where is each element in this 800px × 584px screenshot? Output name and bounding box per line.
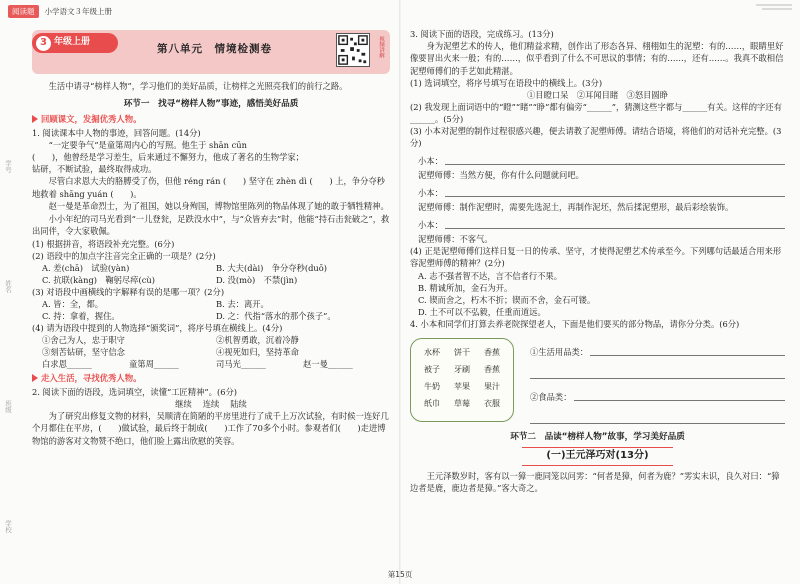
category-row[interactable]: ①生活用品类：	[530, 342, 785, 358]
reading-tag: 阅读题	[8, 5, 39, 18]
q1-sub4: (4) 请为语段中提到的人物选择“颁奖词”，将序号填在横线上。(4分)	[32, 322, 283, 333]
margin-class: 班级	[4, 400, 12, 413]
name-blank[interactable]: 赵一曼______	[303, 358, 353, 369]
q1-sub2-options	[32, 262, 390, 286]
q3-sub3: (3) 小本对泥塑的制作过程很感兴趣，便去请教了泥塑师傅。请结合语境，将他们的对话补充完整。(3分)	[410, 126, 782, 149]
page-number: 第15页	[387, 570, 413, 579]
items-scroll-frame	[410, 338, 514, 422]
option-b[interactable]: B. 去：离开。	[216, 298, 269, 309]
dialog-line: 泥塑师傅：不客气。	[418, 234, 493, 245]
category-lines	[514, 334, 785, 426]
question-1-heading: 1. 阅读课本中人物的事迹，回答问题。(14分)	[32, 127, 201, 138]
q3-sub1: (1) 选词填空，将序号填写在语段中的横线上。(3分)	[410, 78, 603, 89]
dialog-line-blank[interactable]: 小本：	[418, 151, 785, 167]
option-c[interactable]: C. 持：拿着，握住。	[42, 310, 120, 321]
story-text: 王元泽数岁时，客有以一獐一鹿同笼以问雱：“何者是獐，何者为鹿？”雱实未识，良久对曰：“獐边者是鹿，鹿边者是獐。”客大奇之。	[410, 470, 780, 493]
name-blank[interactable]: 司马光______	[216, 358, 266, 369]
section-two-title: 环节二 品读“榜样人物”故事，学习美好品质	[510, 431, 685, 442]
q1-name-blanks	[32, 358, 390, 370]
q1-passage-line: 赵一曼是革命烈士，为了祖国，她以身殉国，博物馆里陈列的物品体现了她的敢于牺牲精神。	[48, 201, 389, 212]
subsection-one-heading: 回顾课文，发掘优秀人物。	[32, 113, 390, 125]
word-option: 陆续	[230, 398, 247, 409]
word-option: 继续	[175, 398, 192, 409]
q3-dialog	[410, 151, 785, 245]
award-phrase: ③刻苦钻研，坚守信念	[42, 346, 125, 357]
dialog-line-blank[interactable]: 小本：	[418, 215, 785, 231]
triangle-icon	[32, 115, 38, 123]
q4-items-area	[410, 334, 785, 426]
category-row[interactable]: ②食品类：	[530, 387, 785, 403]
decoration-lines-icon	[754, 2, 794, 14]
dialog-line: 泥塑师傅：制作泥塑时，需要先选泥土，再制作泥坯，然后揉泥塑形，最后彩绘装饰。	[418, 202, 734, 213]
story-title: (一)王元泽巧对(13分)	[410, 447, 785, 466]
item: 饼干	[454, 347, 470, 357]
q3-sub2: (2) 我发现上面词语中的“瞪”“睹”“睁”都有偏旁“______”，猜测这些字都与______有关。这样的字还有______。(5分)	[410, 102, 782, 125]
question-3-heading: 3. 阅读下面的语段，完成练习。(13分)	[410, 29, 554, 39]
option-d[interactable]: D. 没(mò) 不禁(jìn)	[216, 274, 298, 285]
q1-sub3-options	[32, 298, 390, 322]
top-bar	[8, 4, 112, 18]
grade-number: 3	[36, 36, 51, 51]
name-blank[interactable]: 白求恩______	[42, 358, 92, 369]
subsection-two-heading: 走入生活，寻找优秀人物。	[32, 372, 390, 384]
option-d[interactable]: D. 土不可以不弘毅，任重而道远。	[418, 306, 546, 317]
name-blank[interactable]: 童第周______	[129, 358, 179, 369]
item: 牛奶	[424, 381, 440, 391]
margin-student-id: 学号	[4, 160, 12, 173]
option-d[interactable]: D. 之：代指“落水的那个孩子”。	[216, 310, 336, 321]
option-c[interactable]: C. 锲而舍之，朽木不折；锲而不舍，金石可镂。	[418, 294, 596, 305]
item: 苹果	[454, 381, 470, 391]
item: 衣服	[484, 398, 500, 408]
q1-sub4-options	[32, 334, 390, 358]
page-title: 第八单元 情境检测卷	[157, 43, 272, 55]
option-b[interactable]: B. 大夫(dài) 争分夺秒(duō)	[216, 262, 327, 273]
option-a[interactable]: A. 志不强者智不达，言不信者行不果。	[418, 270, 563, 281]
intro-text: 生活中请寻“榜样人物”，学习他们的美好品质，让榜样之光照亮我们的前行之路。	[48, 81, 348, 91]
q3-sub4: (4) 正是泥塑师傅们这样日复一日的传承、坚守，才使得泥塑艺术传承至今。下列哪句话最适合用来形容泥塑师傅的精神？(2分)	[410, 246, 782, 269]
item: 纸巾	[424, 398, 440, 408]
item: 草莓	[454, 398, 470, 408]
item: 香蕉	[484, 347, 500, 357]
q2-word-bank	[32, 398, 390, 410]
page-fold	[399, 0, 401, 584]
q3-sub4-options	[410, 270, 785, 318]
triangle-icon	[32, 374, 38, 382]
option-c[interactable]: C. 抗联(kàng) 鞠躬尽瘁(cù)	[42, 274, 155, 285]
award-phrase: ④视死如归，坚持革命	[216, 346, 299, 357]
right-column	[410, 28, 785, 578]
margin-name: 姓名	[4, 280, 12, 293]
grade-badge	[32, 33, 118, 53]
binding-margin	[0, 30, 22, 584]
item: 果汁	[484, 381, 500, 391]
item: 牙刷	[454, 364, 470, 374]
qr-code-icon[interactable]	[336, 33, 370, 67]
dialog-line-blank[interactable]: 小本：	[418, 183, 785, 199]
q1-sub1: (1) 根据拼音，将语段补充完整。(6分)	[32, 238, 175, 249]
answer-line[interactable]	[530, 366, 785, 379]
q2-passage: 为了研究出修复文物的材料，吴顺清在简陋的平房里进行了成千上万次试验，有时候一连好几个月都住在平房，( )做试验，最后终于制成( )工作了70多个小时。参观者们( )走进博物馆的游客对文物赞不绝口，他们脸上露出欣慰的笑容。	[32, 410, 389, 446]
q3-sub1-options: ①目瞪口呆 ②耳闻目睹 ③怒目圆睁	[526, 90, 669, 101]
video-label: 视频讲解	[378, 36, 384, 58]
option-a[interactable]: A. 差(chā) 试验(yàn)	[42, 262, 130, 273]
q1-sub2: (2) 语段中的加点字注音完全正确的一项是？(2分)	[32, 250, 216, 261]
unit-banner	[32, 30, 390, 74]
q1-passage-line: 小小年纪的司马光看到“一儿登瓮，足跌没水中”，与“众皆弃去”时，他能“持石击瓮破之”，救出同伴，令大家敬佩。	[32, 213, 390, 237]
q1-sub3: (3) 对语段中画横线的字解释有误的是哪一项？(2分)	[32, 286, 225, 297]
answer-line[interactable]	[530, 411, 785, 424]
option-b[interactable]: B. 精诚所加，金石为开。	[418, 282, 513, 293]
grade-label: 年级上册	[54, 37, 91, 48]
option-a[interactable]: A. 皆：全，都。	[42, 298, 104, 309]
question-2-heading: 2. 阅读下面的语段，选词填空，读懂“工匠精神”。(6分)	[32, 386, 238, 397]
award-phrase: ①舍己为人，忠于职守	[42, 334, 125, 345]
item: 水杯	[424, 347, 440, 357]
margin-school: 学校	[4, 520, 12, 533]
q1-passage-line: “一定要争气”是童第周内心的写照。他生于 shān cūn	[48, 139, 247, 150]
section-one-title: 环节一 找寻“榜样人物”事迹，感悟美好品质	[123, 99, 299, 110]
left-column	[32, 30, 390, 578]
q1-passage-line: ( )，他曾经是学习差生，后来通过不懈努力，他成了著名的生物学家；	[32, 152, 304, 163]
book-breadcrumb: 小学语文３年级上册	[44, 6, 112, 16]
question-4-heading: 4. 小本和同学们打算去养老院探望老人，下面是他们要买的部分物品，请你分分类。(6分)	[410, 318, 740, 329]
item: 被子	[424, 364, 440, 374]
award-phrase: ②机智勇敢，沉着冷静	[216, 334, 299, 345]
q3-passage: 身为泥塑艺术的传人，他们精益求精，创作出了形态各异、栩栩如生的泥塑：有的……，眼睛里好像要冒出火来一般；有的……，似乎看到了什么不可思议的事情；有的……，还有……。我真不敢相信泥塑师傅们的手艺如此精湛。	[410, 41, 784, 76]
dialog-line: 泥塑师傅：当然方便，你有什么问题就问吧。	[418, 170, 584, 181]
word-option: 连续	[202, 398, 220, 409]
q1-passage-line: 钻研，不断试验，最终取得成功。	[32, 164, 157, 175]
q1-passage-line: 尽管白求恩大夫的胳膊受了伤，但他 réng rán ( ) 坚守在 zhèn dì ( ) 上，争分夺秒地救着 shāng yuán ( )。	[32, 176, 385, 199]
item: 香蕉	[484, 364, 500, 374]
